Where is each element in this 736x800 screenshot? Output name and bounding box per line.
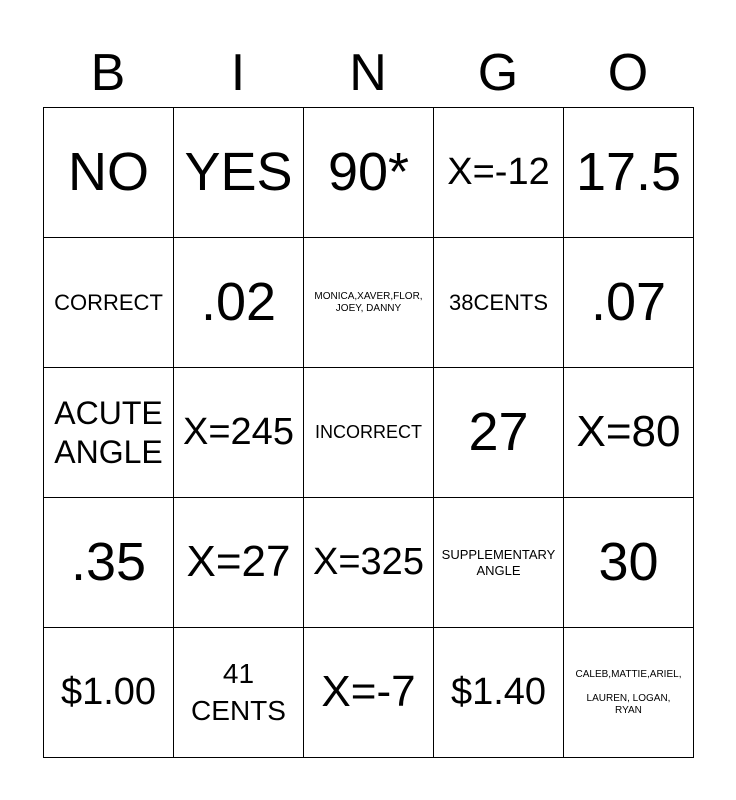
bingo-cell-r3-c0[interactable]: .35	[44, 498, 174, 628]
bingo-cell-r0-c2[interactable]: 90*	[304, 108, 434, 238]
bingo-cell-r1-c2[interactable]: MONICA,XAVER,FLOR, JOEY, DANNY	[304, 238, 434, 368]
bingo-cell-r1-c3[interactable]: 38CENTS	[434, 238, 564, 368]
bingo-board	[43, 107, 694, 758]
bingo-cell-r0-c4[interactable]: 17.5	[564, 108, 694, 238]
bingo-cell-r2-c3[interactable]: 27	[434, 368, 564, 498]
header-letter-o: O	[607, 44, 649, 102]
bingo-header	[43, 40, 693, 106]
bingo-cell-r4-c4[interactable]: CALEB,MATTIE,ARIEL, LAUREN, LOGAN, RYAN	[564, 628, 694, 758]
bingo-cell-r2-c1[interactable]: X=245	[174, 368, 304, 498]
bingo-cell-r4-c2[interactable]: X=-7	[304, 628, 434, 758]
bingo-cell-r2-c4[interactable]: X=80	[564, 368, 694, 498]
bingo-cell-r3-c2[interactable]: X=325	[304, 498, 434, 628]
bingo-cell-r3-c3[interactable]: SUPPLEMENTARY ANGLE	[434, 498, 564, 628]
header-letter-g: G	[477, 44, 519, 102]
header-letter-i: I	[230, 44, 246, 102]
bingo-cell-r1-c4[interactable]: .07	[564, 238, 694, 368]
bingo-cell-r2-c0[interactable]: ACUTE ANGLE	[44, 368, 174, 498]
bingo-cell-r1-c0[interactable]: CORRECT	[44, 238, 174, 368]
bingo-cell-r2-c2[interactable]: INCORRECT	[304, 368, 434, 498]
bingo-cell-r1-c1[interactable]: .02	[174, 238, 304, 368]
bingo-cell-r3-c4[interactable]: 30	[564, 498, 694, 628]
bingo-cell-r0-c3[interactable]: X=-12	[434, 108, 564, 238]
header-letter-b: B	[90, 44, 126, 102]
bingo-cell-r3-c1[interactable]: X=27	[174, 498, 304, 628]
bingo-cell-r4-c0[interactable]: $1.00	[44, 628, 174, 758]
bingo-cell-r0-c0[interactable]: NO	[44, 108, 174, 238]
bingo-cell-r0-c1[interactable]: YES	[174, 108, 304, 238]
bingo-cell-r4-c1[interactable]: 41 CENTS	[174, 628, 304, 758]
bingo-cell-r4-c3[interactable]: $1.40	[434, 628, 564, 758]
header-letter-n: N	[349, 44, 387, 102]
